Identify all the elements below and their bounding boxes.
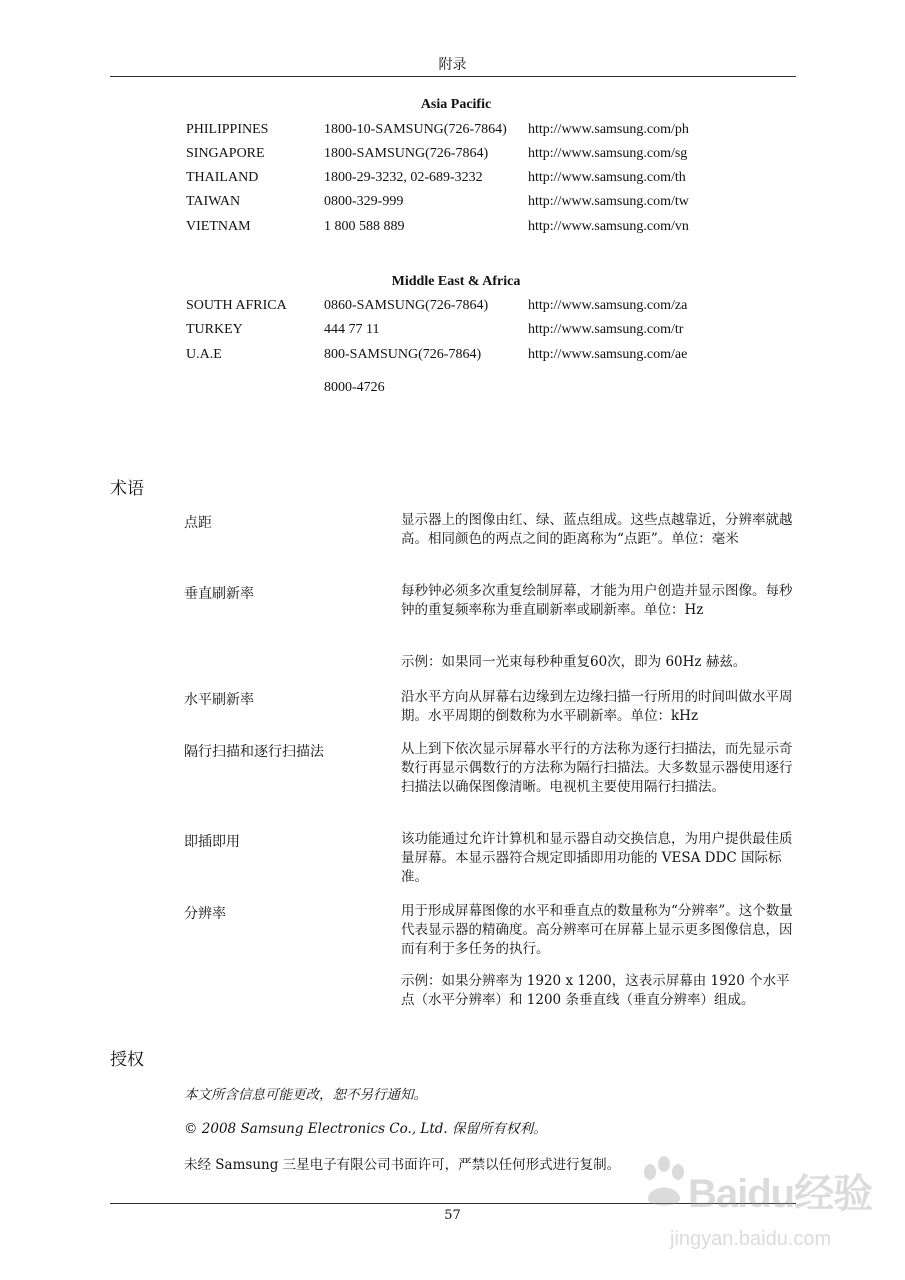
watermark-brand: Baidu经验: [688, 1172, 873, 1216]
term-name: 即插即用: [184, 834, 240, 850]
region-title-middle-east-africa: Middle East & Africa: [391, 274, 521, 289]
contact-row: [186, 170, 746, 194]
contact-url[interactable]: http://www.samsung.com/vn: [528, 219, 689, 234]
contact-phone: 1 800 588 889: [324, 219, 405, 234]
term-example: 示例：如果分辨率为 1920 x 1200，这表示屏幕由 1920 个水平点（水平分辨率）和 1200 条垂直线（垂直分辨率）组成。: [401, 973, 790, 1008]
term-name: 点距: [184, 515, 212, 531]
contact-row: [186, 194, 746, 218]
contact-row: [186, 298, 746, 322]
contact-extra-phone: 8000-4726: [324, 380, 385, 395]
term-name: 隔行扫描和逐行扫描法: [184, 744, 324, 760]
paw-icon: [640, 1154, 688, 1210]
contact-phone: 1800-SAMSUNG(726-7864): [324, 146, 489, 161]
contact-url[interactable]: http://www.samsung.com/ph: [528, 122, 689, 137]
term-definition: 沿水平方向从屏幕右边缘到左边缘扫描一行所用的时间叫做水平周期。水平周期的倒数称为水平刷新率。单位：kHz: [401, 689, 793, 724]
contact-country: TAIWAN: [186, 194, 241, 209]
contact-country: U.A.E: [186, 347, 222, 362]
contact-country: TURKEY: [186, 322, 243, 337]
contact-phone: 0860-SAMSUNG(726-7864): [324, 298, 489, 313]
contact-phone: 0800-329-999: [324, 194, 404, 209]
contact-row: [186, 322, 746, 346]
contact-phone: 800-SAMSUNG(726-7864): [324, 347, 482, 362]
term-definition: 用于形成屏幕图像的水平和垂直点的数量称为“分辨率”。这个数量代表显示器的精确度。高分辨率可在屏幕上显示更多图像信息，因而有利于多任务的执行。: [401, 903, 793, 957]
reproduction-notice: 未经 Samsung 三星电子有限公司书面许可，严禁以任何形式进行复制。: [184, 1157, 621, 1173]
term-example: 示例：如果同一光束每秒种重复60次，即为 60Hz 赫兹。: [401, 654, 747, 670]
contact-country: THAILAND: [186, 170, 259, 185]
license-notice: 本文所含信息可能更改，恕不另行通知。: [184, 1087, 427, 1103]
watermark-domain: jingyan.baidu.com: [670, 1228, 832, 1250]
contact-url[interactable]: http://www.samsung.com/tr: [528, 322, 684, 337]
contact-phone: 1800-10-SAMSUNG(726-7864): [324, 122, 507, 137]
contact-url[interactable]: http://www.samsung.com/sg: [528, 146, 688, 161]
contact-row: [186, 219, 746, 243]
contact-url[interactable]: http://www.samsung.com/tw: [528, 194, 689, 209]
contact-row: [186, 347, 746, 371]
contact-row: [186, 146, 746, 170]
page-header-title: 附录: [438, 57, 467, 73]
contact-country: PHILIPPINES: [186, 122, 269, 137]
term-definition: 显示器上的图像由红、绿、蓝点组成。这些点越靠近，分辨率就越高。相同颜色的两点之间的距离称为“点距”。单位：毫米: [401, 512, 793, 547]
contact-phone: 1800-29-3232, 02-689-3232: [324, 170, 483, 185]
page-number: 57: [444, 1208, 461, 1223]
header-divider: [110, 76, 796, 77]
contact-row: [186, 122, 746, 146]
term-name: 垂直刷新率: [184, 586, 254, 602]
baidu-watermark: [640, 1148, 890, 1268]
contact-phone: 444 77 11: [324, 322, 380, 337]
term-definition: 该功能通过允许计算机和显示器自动交换信息，为用户提供最佳质量屏幕。本显示器符合规定即插即用功能的 VESA DDC 国际标准。: [401, 831, 793, 885]
contact-url[interactable]: http://www.samsung.com/ae: [528, 347, 688, 362]
term-name: 水平刷新率: [184, 692, 254, 708]
glossary-heading: 术语: [110, 479, 144, 499]
license-heading: 授权: [110, 1050, 144, 1070]
contact-country: SINGAPORE: [186, 146, 265, 161]
term-definition: 每秒钟必须多次重复绘制屏幕，才能为用户创造并显示图像。每秒钟的重复频率称为垂直刷新率或刷新率。单位：Hz: [401, 583, 793, 618]
copyright-line: © 2008 Samsung Electronics Co., Ltd. 保留所有权利。: [184, 1121, 547, 1137]
term-name: 分辨率: [184, 906, 226, 922]
term-definition: 从上到下依次显示屏幕水平行的方法称为逐行扫描法，而先显示奇数行再显示偶数行的方法称为隔行扫描法。大多数显示器使用逐行扫描法以确保图像清晰。电视机主要使用隔行扫描法。: [401, 741, 793, 795]
region-title-asia-pacific: Asia Pacific: [420, 97, 492, 112]
contact-url[interactable]: http://www.samsung.com/za: [528, 298, 688, 313]
contact-url[interactable]: http://www.samsung.com/th: [528, 170, 686, 185]
contact-country: SOUTH AFRICA: [186, 298, 287, 313]
contact-country: VIETNAM: [186, 219, 251, 234]
